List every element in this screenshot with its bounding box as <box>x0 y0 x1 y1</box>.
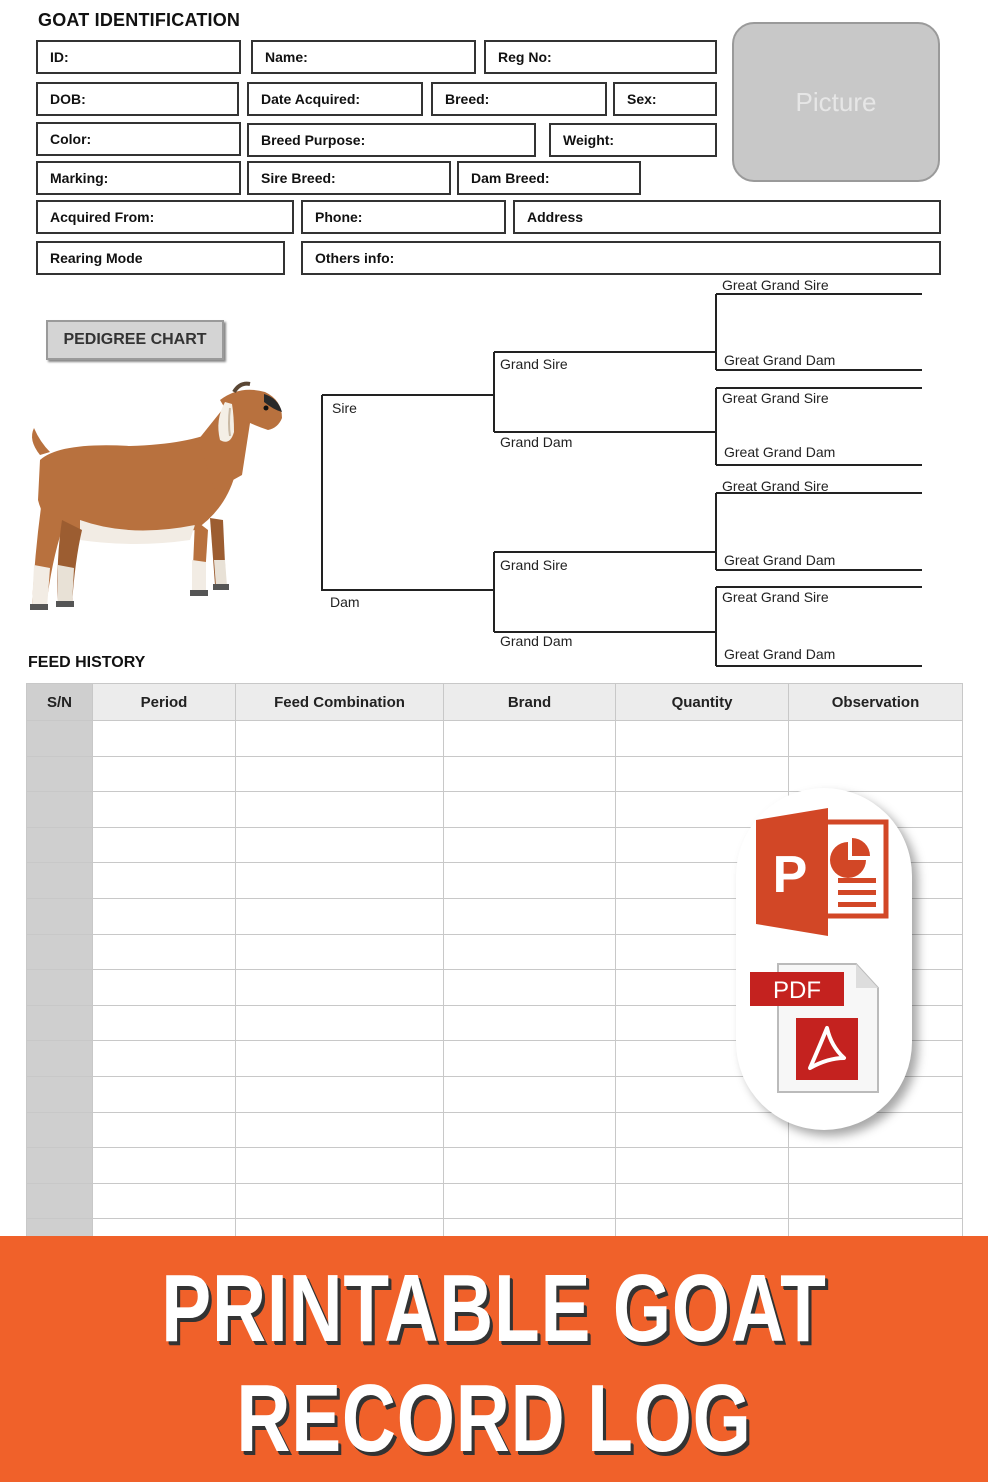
table-cell[interactable] <box>236 1112 444 1148</box>
table-cell[interactable] <box>27 970 93 1006</box>
great-grand-dam-label: Great Grand Dam <box>724 444 836 460</box>
table-cell[interactable] <box>27 1041 93 1077</box>
table-cell[interactable] <box>93 1076 236 1112</box>
address-field[interactable]: Address <box>513 200 941 234</box>
table-cell[interactable] <box>444 898 616 934</box>
table-cell[interactable] <box>236 827 444 863</box>
column-header: Quantity <box>616 684 789 721</box>
table-cell[interactable] <box>444 827 616 863</box>
rearing-mode-field[interactable]: Rearing Mode <box>36 241 285 275</box>
table-cell[interactable] <box>236 792 444 828</box>
table-cell[interactable] <box>27 934 93 970</box>
table-cell[interactable] <box>93 1112 236 1148</box>
pedigree-chart-button[interactable]: PEDIGREE CHART <box>46 320 224 360</box>
table-row <box>27 1148 963 1184</box>
grand-sire-label: Grand Sire <box>500 356 568 372</box>
column-header: Feed Combination <box>236 684 444 721</box>
table-row <box>27 1183 963 1219</box>
table-cell[interactable] <box>93 970 236 1006</box>
table-cell[interactable] <box>27 1183 93 1219</box>
table-cell[interactable] <box>93 1183 236 1219</box>
great-grand-sire-label: Great Grand Sire <box>722 390 829 406</box>
column-header: Brand <box>444 684 616 721</box>
table-cell[interactable] <box>444 1112 616 1148</box>
table-cell[interactable] <box>93 792 236 828</box>
table-cell[interactable] <box>27 863 93 899</box>
table-cell[interactable] <box>27 827 93 863</box>
table-cell[interactable] <box>27 1076 93 1112</box>
identification-title: GOAT IDENTIFICATION <box>38 10 241 30</box>
table-cell[interactable] <box>789 756 963 792</box>
powerpoint-icon <box>752 808 892 938</box>
breed-field[interactable]: Breed: <box>431 82 607 116</box>
great-grand-dam-label: Great Grand Dam <box>724 646 836 662</box>
feed-history-title: FEED HISTORY <box>28 654 146 671</box>
table-cell[interactable] <box>444 934 616 970</box>
id-field[interactable]: ID: <box>36 40 241 74</box>
date-acquired-field[interactable]: Date Acquired: <box>247 82 423 116</box>
dob-field[interactable]: DOB: <box>36 82 239 116</box>
table-cell[interactable] <box>27 1148 93 1184</box>
table-cell[interactable] <box>444 721 616 757</box>
table-cell[interactable] <box>93 721 236 757</box>
table-row <box>27 721 963 757</box>
table-cell[interactable] <box>616 1112 789 1148</box>
grand-dam-label: Grand Dam <box>500 633 573 649</box>
table-cell[interactable] <box>27 1005 93 1041</box>
table-cell[interactable] <box>27 898 93 934</box>
table-cell[interactable] <box>789 1148 963 1184</box>
pedigree-tree-lines <box>0 0 988 680</box>
table-cell[interactable] <box>616 1183 789 1219</box>
title-banner <box>0 1236 988 1482</box>
table-cell[interactable] <box>236 970 444 1006</box>
table-cell[interactable] <box>236 1041 444 1077</box>
dam-label: Dam <box>330 594 360 610</box>
picture-label: Picture <box>795 86 877 117</box>
breed-purpose-field[interactable]: Breed Purpose: <box>247 123 536 157</box>
table-cell[interactable] <box>444 1076 616 1112</box>
table-cell[interactable] <box>444 863 616 899</box>
grand-dam-label: Grand Dam <box>500 434 573 450</box>
table-cell[interactable] <box>93 863 236 899</box>
reg-no-field[interactable]: Reg No: <box>484 40 717 74</box>
others-info-field[interactable]: Others info: <box>301 241 941 275</box>
table-cell[interactable] <box>616 756 789 792</box>
table-cell[interactable] <box>236 756 444 792</box>
table-cell[interactable] <box>27 721 93 757</box>
name-field[interactable]: Name: <box>251 40 476 74</box>
table-cell[interactable] <box>93 756 236 792</box>
feed-history-header-row <box>27 684 963 721</box>
sire-label: Sire <box>332 400 357 416</box>
dam-breed-field[interactable]: Dam Breed: <box>457 161 641 195</box>
column-header: Period <box>93 684 236 721</box>
powerpoint-letter: P <box>772 846 808 904</box>
phone-field[interactable]: Phone: <box>301 200 506 234</box>
table-cell[interactable] <box>444 1148 616 1184</box>
table-cell[interactable] <box>789 721 963 757</box>
table-cell[interactable] <box>444 970 616 1006</box>
great-grand-sire-label: Great Grand Sire <box>722 277 829 293</box>
marking-field[interactable]: Marking: <box>36 161 241 195</box>
table-cell[interactable] <box>444 1183 616 1219</box>
table-cell[interactable] <box>444 1041 616 1077</box>
table-cell[interactable] <box>616 1148 789 1184</box>
table-cell[interactable] <box>236 898 444 934</box>
table-cell[interactable] <box>93 898 236 934</box>
banner-title-line-1: PRINTABLE GOAT <box>161 1255 827 1362</box>
table-cell[interactable] <box>93 827 236 863</box>
table-cell[interactable] <box>444 792 616 828</box>
table-cell[interactable] <box>236 1005 444 1041</box>
table-cell[interactable] <box>93 1041 236 1077</box>
banner-title-line-2: RECORD LOG <box>236 1365 752 1472</box>
grand-sire-label: Grand Sire <box>500 557 568 573</box>
table-cell[interactable] <box>27 756 93 792</box>
table-cell[interactable] <box>93 1148 236 1184</box>
table-cell[interactable] <box>444 756 616 792</box>
sire-breed-field[interactable]: Sire Breed: <box>247 161 451 195</box>
table-cell[interactable] <box>236 1183 444 1219</box>
table-cell[interactable] <box>93 934 236 970</box>
column-header: S/N <box>27 684 93 721</box>
great-grand-dam-label: Great Grand Dam <box>724 552 836 568</box>
table-cell[interactable] <box>444 1005 616 1041</box>
great-grand-sire-label: Great Grand Sire <box>722 478 829 494</box>
table-cell[interactable] <box>236 721 444 757</box>
pdf-icon <box>748 958 888 1098</box>
table-cell[interactable] <box>27 792 93 828</box>
table-cell[interactable] <box>27 1112 93 1148</box>
file-format-badge <box>736 788 912 1130</box>
table-cell[interactable] <box>236 934 444 970</box>
table-cell[interactable] <box>236 1148 444 1184</box>
color-field[interactable]: Color: <box>36 122 241 156</box>
table-cell[interactable] <box>789 1183 963 1219</box>
table-row <box>27 756 963 792</box>
table-cell[interactable] <box>93 1005 236 1041</box>
sex-field[interactable]: Sex: <box>613 82 717 116</box>
great-grand-dam-label: Great Grand Dam <box>724 352 836 368</box>
column-header: Observation <box>789 684 963 721</box>
pdf-label: PDF <box>773 977 821 1004</box>
weight-field[interactable]: Weight: <box>549 123 717 157</box>
table-cell[interactable] <box>236 1076 444 1112</box>
table-cell[interactable] <box>616 721 789 757</box>
acquired-from-field[interactable]: Acquired From: <box>36 200 294 234</box>
table-cell[interactable] <box>236 863 444 899</box>
great-grand-sire-label: Great Grand Sire <box>722 589 829 605</box>
